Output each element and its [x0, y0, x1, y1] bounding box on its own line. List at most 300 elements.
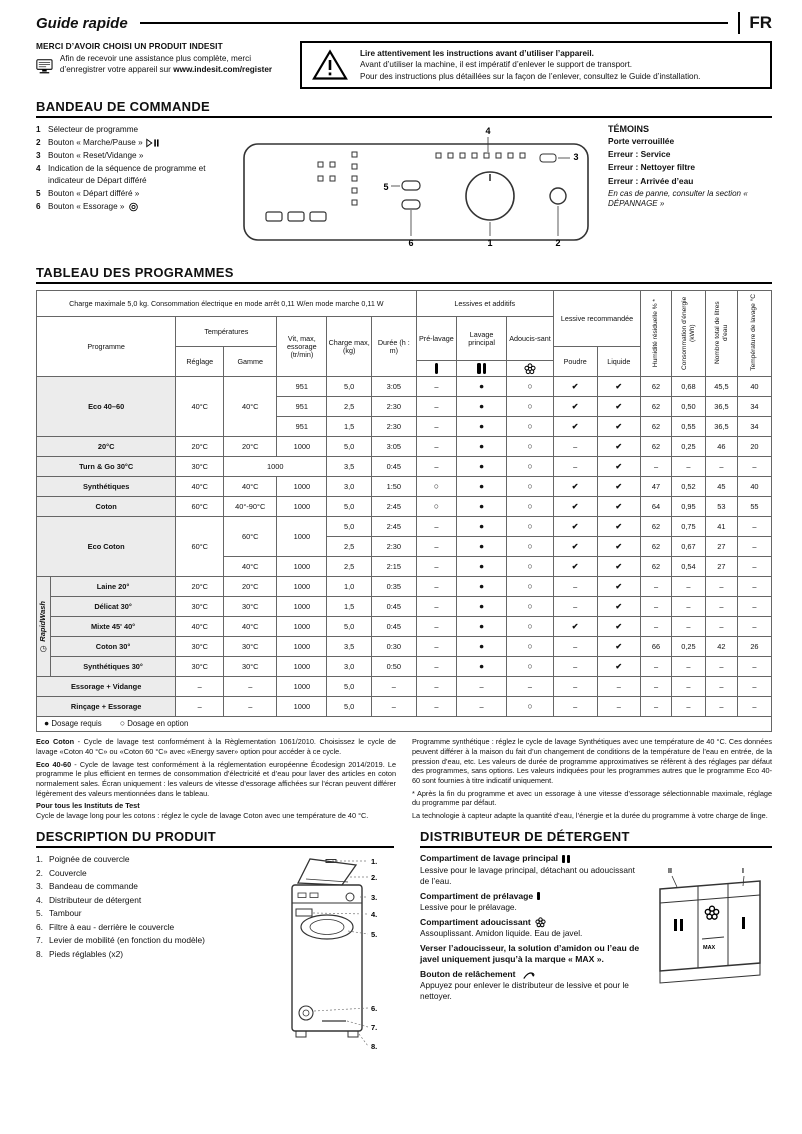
table-cell: 1000 — [224, 457, 327, 477]
table-cell: ✔ — [597, 497, 641, 517]
table-cell: 2,5 — [327, 397, 372, 417]
prewash-block — [420, 891, 642, 913]
monitor-icon — [36, 53, 53, 80]
table-cell: 20°C — [224, 577, 277, 597]
register-title: MERCI D’AVOIR CHOISI UN PRODUIT INDESIT — [36, 41, 223, 51]
table-cell: 5,0 — [327, 437, 372, 457]
table-cell: – — [457, 677, 507, 697]
required-label: Dosage requis — [51, 719, 102, 729]
washer-foot-right — [348, 1031, 358, 1037]
table-cell: ○ — [507, 557, 554, 577]
item-label: Sélecteur de programme — [48, 125, 139, 135]
table-cell: 26 — [737, 637, 771, 657]
table-cell: ○ — [416, 477, 456, 497]
table-cell: ● — [457, 537, 507, 557]
washer-callout-6: 6. — [371, 1004, 378, 1014]
table-cell: – — [416, 377, 456, 397]
table-cell: – — [641, 697, 672, 717]
additifs-header: Lessives et additifs — [416, 291, 553, 317]
washer-callout-3: 3. — [371, 893, 378, 903]
callout-4: 4 — [485, 126, 491, 137]
table-cell: – — [641, 677, 672, 697]
table-cell: ○ — [507, 517, 554, 537]
table-cell: – — [671, 577, 705, 597]
temoins-note: En cas de panne, consulter la section « DÉPANNAGE » — [608, 188, 748, 208]
table-cell: – — [641, 597, 672, 617]
table-cell: – — [416, 557, 456, 577]
table-cell: 2:30 — [371, 417, 416, 437]
softener-block — [420, 917, 642, 939]
table-cell: ✔ — [597, 437, 641, 457]
product-part-item: 8. Pieds réglables (x2) — [36, 948, 124, 959]
footnote: Cycle de lavage long pour les cotons : réglez le cycle de lavage Coton avec une température de 40 °C. — [36, 810, 369, 820]
table-cell: 40°C — [224, 477, 277, 497]
table-cell: 0:50 — [371, 657, 416, 677]
item-label: Bouton « Marche/Pause » — [48, 137, 160, 149]
table-cell: 62 — [641, 377, 672, 397]
table-cell: – — [416, 417, 456, 437]
table-cell: 2:45 — [371, 497, 416, 517]
item-number: 1 — [36, 125, 41, 135]
table-cell: 30°C — [176, 657, 224, 677]
table-cell: – — [737, 557, 771, 577]
table-cell: 27 — [705, 557, 737, 577]
prelavage-header: Pré-lavage — [416, 317, 456, 361]
table-cell: 2:45 — [371, 517, 416, 537]
dispenser-label-II: II — [668, 868, 672, 876]
table-cell: 20°C — [176, 437, 224, 457]
item-label: Bouton « Essorage » — [48, 201, 141, 213]
compartment-heading: Compartiment adoucissant — [420, 916, 531, 927]
programme-name-cell: Laine 20° — [50, 577, 176, 597]
table-cell: – — [553, 697, 597, 717]
item-number: 4 — [36, 164, 41, 174]
prewash-compartment-icon — [416, 361, 456, 377]
table-cell: 34 — [737, 417, 771, 437]
footnote: Programme synthétique : réglez le cycle de lavage Synthétiques avec une température de 40 °C. Ces données peuvent différer à la maison du fait d’un changement de conditions de la température de l’eau en entrée, de la pression d’eau, etc. Les valeurs de durée de programme approximatives se réfèrent à des réglages par défaut des programmes, sans options. Les valeurs indiquées pour les programmes autres que le programme Eco 40-60 sont fournies à titre indicatif uniquement. — [412, 737, 772, 785]
washer-callout-8: 8. — [371, 1042, 378, 1052]
table-cell: ✔ — [553, 497, 597, 517]
table-cell: 27 — [705, 537, 737, 557]
table-cell: 66 — [641, 637, 672, 657]
table-cell: 0,50 — [671, 397, 705, 417]
table-cell: ✔ — [597, 417, 641, 437]
table-cell: – — [737, 617, 771, 637]
table-cell: – — [416, 517, 456, 537]
table-cell: – — [737, 597, 771, 617]
table-cell: 3:05 — [371, 377, 416, 397]
table-cell: – — [416, 577, 456, 597]
table-cell: – — [224, 677, 277, 697]
table-cell: 62 — [641, 417, 672, 437]
register-text — [60, 53, 288, 75]
language-badge: FR — [749, 13, 772, 32]
register-line2: merci d’enregistrer votre appareil sur — [59, 54, 252, 75]
table-cell: 0,68 — [671, 377, 705, 397]
programme-name-cell: Synthétiques 30° — [50, 657, 176, 677]
table-cell: ✔ — [553, 397, 597, 417]
table-cell: – — [641, 617, 672, 637]
washer-filter — [299, 1006, 313, 1020]
compartment-text: Assouplissant. Amidon liquide. Eau de javel. — [420, 927, 583, 938]
dosage-legend — [37, 717, 772, 732]
table-cell: 1000 — [277, 637, 327, 657]
table-cell: ✔ — [597, 537, 641, 557]
warning-icon — [312, 49, 348, 81]
dispenser-illustration — [650, 859, 770, 999]
table-cell: ✔ — [553, 537, 597, 557]
panel-outline — [244, 144, 588, 240]
table-cell: ○ — [507, 457, 554, 477]
table-cell: 2:15 — [371, 557, 416, 577]
control-item-1 — [36, 124, 232, 136]
washer-body — [292, 885, 362, 1037]
max-mark: MAX — [703, 945, 716, 952]
table-cell: 0:45 — [371, 617, 416, 637]
table-cell: – — [737, 537, 771, 557]
table-cell: ● — [457, 497, 507, 517]
dispenser-front — [660, 963, 760, 983]
table-cell: – — [737, 657, 771, 677]
table-cell: – — [671, 657, 705, 677]
dispenser-illustration-wrap — [650, 853, 772, 1006]
table-cell: ✔ — [597, 597, 641, 617]
table-cell: ✔ — [553, 417, 597, 437]
page-header — [36, 12, 772, 34]
compartment-heading: Compartiment de lavage principal — [420, 853, 559, 864]
programme-name-cell: Coton — [37, 497, 176, 517]
table-cell: 0,67 — [671, 537, 705, 557]
table-cell: – — [705, 597, 737, 617]
table-cell: – — [416, 697, 456, 717]
washer-illustration-wrap — [276, 853, 394, 1063]
table-cell: – — [737, 517, 771, 537]
table-cell: – — [705, 657, 737, 677]
table-cell: – — [553, 577, 597, 597]
table-cell: 62 — [641, 537, 672, 557]
softener-flower-icon — [535, 917, 546, 928]
table-cell: ○ — [507, 637, 554, 657]
table-cell: 45 — [705, 477, 737, 497]
table-cell: ● — [457, 417, 507, 437]
table-cell: – — [416, 437, 456, 457]
register-line1: Afin de recevoir une assistance plus complète, — [59, 54, 229, 63]
table-cell: ● — [457, 517, 507, 537]
compartment-heading: Compartiment de prélavage — [420, 890, 534, 901]
programme-name-cell: Eco Coton — [37, 517, 176, 577]
table-cell: 1000 — [277, 617, 327, 637]
temoins-line: Erreur : Service — [608, 149, 671, 160]
programme-name-cell: Rinçage + Essorage — [37, 697, 176, 717]
table-cell: 36,5 — [705, 417, 737, 437]
language-divider — [738, 12, 740, 34]
release-arrow-icon — [522, 970, 537, 980]
charge-note: Charge maximale 5,0 kg. Consommation électrique en mode arrêt 0,11 W/en mode marche 0,11 W — [37, 291, 417, 317]
control-panel-diagram-wrap — [240, 124, 596, 255]
page-title: Guide rapide — [36, 14, 128, 32]
table-cell: – — [671, 677, 705, 697]
option-buttons — [266, 212, 326, 221]
play-pause-icon — [145, 138, 160, 148]
lavage-header: Lavage principal — [457, 317, 507, 361]
compartment-heading: Bouton de relâchement — [420, 969, 516, 980]
table-cell: ○ — [507, 377, 554, 397]
table-cell: – — [553, 677, 597, 697]
warning-line1: Lire attentivement les instructions avant d’utiliser l’appareil. — [360, 49, 594, 58]
table-cell: – — [705, 617, 737, 637]
table-cell: – — [176, 697, 224, 717]
dispenser-section — [420, 829, 772, 1063]
temoins-line: Erreur : Nettoyer filtre — [608, 162, 696, 173]
table-cell: – — [737, 457, 771, 477]
item-number: 3 — [36, 151, 41, 161]
product-parts-list — [36, 853, 272, 1063]
indicator-panel — [604, 124, 772, 255]
washer-lid — [298, 859, 356, 885]
footnote: * Après la fin du programme et avec un essorage à une vitesse d’essorage sélectionnable maximale, réglage du programme par défaut. — [412, 788, 772, 808]
table-cell: – — [457, 697, 507, 717]
table-cell: ✔ — [597, 397, 641, 417]
table-cell: 1000 — [277, 497, 327, 517]
table-cell: 40°C — [224, 617, 277, 637]
reset-button — [540, 154, 556, 162]
table-cell: 30°C — [176, 457, 224, 477]
table-cell: 0,25 — [671, 637, 705, 657]
softener-compartment — [702, 907, 724, 952]
washer-callout-1: 1. — [371, 857, 378, 867]
programme-name-cell: Coton 30° — [50, 637, 176, 657]
table-cell: ✔ — [597, 477, 641, 497]
table-cell: 5,0 — [327, 377, 372, 397]
litres-header: Nombre total de litres d’eau — [705, 291, 737, 377]
footnote: La technologie à capteur adapte la quantité d’eau, l’énergie et la durée du programme à votre charge de linge. — [412, 810, 768, 820]
table-cell: 0,54 — [671, 557, 705, 577]
control-item-6 — [36, 201, 232, 213]
programme-header: Programme — [37, 317, 176, 377]
release-button-block — [420, 969, 642, 1002]
table-cell: 1000 — [277, 517, 327, 557]
vitesse-header: Vit, max, essorage (tr/min) — [277, 317, 327, 377]
reglage-header: Réglage — [176, 347, 224, 377]
table-cell: ● — [457, 577, 507, 597]
table-cell: 64 — [641, 497, 672, 517]
table-cell: ✔ — [553, 557, 597, 577]
table-cell: 40°C — [224, 377, 277, 437]
table-cell: 40°C — [224, 557, 277, 577]
washer-callout-7: 7. — [371, 1023, 378, 1033]
table-cell: 30°C — [224, 597, 277, 617]
table-cell: 3,5 — [327, 457, 372, 477]
table-cell: 60°C — [176, 517, 224, 577]
table-cell: ○ — [507, 497, 554, 517]
table-cell: – — [641, 577, 672, 597]
table-cell: 34 — [737, 397, 771, 417]
control-items-list — [36, 124, 232, 255]
table-cell: 60°C — [176, 497, 224, 517]
sequence-leds — [436, 153, 525, 158]
table-cell: – — [597, 677, 641, 697]
table-cell: ○ — [507, 597, 554, 617]
section-title-dispenser: DISTRIBUTEUR DE DÉTERGENT — [420, 829, 772, 848]
table-cell: ✔ — [597, 657, 641, 677]
table-cell: – — [671, 617, 705, 637]
table-cell: – — [705, 677, 737, 697]
table-cell: 40°C — [176, 377, 224, 437]
temperatures-header: Températures — [176, 317, 277, 347]
callout-1: 1 — [487, 238, 493, 249]
table-cell: 1000 — [277, 577, 327, 597]
table-cell: ● — [457, 437, 507, 457]
product-part-item: 2. Couvercle — [36, 867, 87, 878]
table-cell: 0,52 — [671, 477, 705, 497]
item-number: 2 — [36, 138, 41, 148]
table-cell: 55 — [737, 497, 771, 517]
table-cell: 62 — [641, 557, 672, 577]
table-cell: – — [705, 457, 737, 477]
control-panel-diagram — [240, 124, 592, 250]
footnote: Eco Coton - Cycle de lavage test conformément à la Règlementation 1061/2010. Choisissez le cycle de lavage «Coton 40 °C» ou «Coton 60 °C» avec «Energy saver» option pour accéder à ce cycle. — [36, 737, 396, 757]
table-cell: 5,0 — [327, 617, 372, 637]
table-cell: 0,95 — [671, 497, 705, 517]
energie-header: Consommation d’énergie (kWh) — [671, 291, 705, 377]
table-cell: 20 — [737, 437, 771, 457]
footnotes — [36, 737, 772, 823]
table-cell: 40°-90°C — [224, 497, 277, 517]
table-cell: – — [416, 457, 456, 477]
table-cell: ● — [457, 637, 507, 657]
spin-button — [402, 200, 420, 209]
table-cell: 3,0 — [327, 477, 372, 497]
table-cell: – — [416, 397, 456, 417]
max-warning-block — [420, 943, 642, 965]
dispenser-label-I: I — [742, 868, 744, 876]
table-cell: ✔ — [553, 377, 597, 397]
table-cell: 60°C — [224, 517, 277, 557]
intro-section — [36, 41, 772, 89]
table-cell: ○ — [507, 397, 554, 417]
temperature-header: Température de lavage °C — [737, 291, 771, 377]
callout-6: 6 — [408, 238, 414, 249]
table-cell: – — [553, 657, 597, 677]
duree-header: Durée (h : m) — [371, 317, 416, 377]
table-cell: ✔ — [553, 517, 597, 537]
table-cell: – — [597, 697, 641, 717]
table-cell: 45,5 — [705, 377, 737, 397]
programme-name-cell: Délicat 30° — [50, 597, 176, 617]
warning-box — [300, 41, 772, 89]
table-cell: 0:45 — [371, 457, 416, 477]
washer-drum — [301, 915, 353, 939]
poudre-header: Poudre — [553, 347, 597, 377]
humidite-header: Humidité résiduelle % * — [641, 291, 672, 377]
table-cell: ○ — [507, 617, 554, 637]
table-cell: ○ — [416, 497, 456, 517]
table-cell: 41 — [705, 517, 737, 537]
status-leds — [318, 152, 357, 205]
optional-label: Dosage en option — [127, 719, 189, 729]
table-cell: 20°C — [224, 437, 277, 457]
table-cell: 1000 — [277, 437, 327, 457]
table-cell: – — [671, 597, 705, 617]
table-cell: 30°C — [176, 597, 224, 617]
table-cell: 40 — [737, 377, 771, 397]
washer-foot-left — [296, 1031, 306, 1037]
washer-callout-5: 5. — [371, 930, 378, 940]
table-cell: 3,0 — [327, 657, 372, 677]
rapidwash-band: RapidWash ◷ — [37, 577, 51, 677]
table-cell: – — [641, 657, 672, 677]
softener-flower-icon — [507, 361, 554, 377]
product-part-item: 6. Filtre à eau - derrière le couvercle — [36, 921, 175, 932]
table-cell: – — [416, 657, 456, 677]
section-title-programmes: TABLEAU DES PROGRAMMES — [36, 265, 772, 284]
footnote: Pour tous les Instituts de Test — [36, 801, 140, 811]
delay-button — [402, 181, 420, 190]
footnotes-right — [412, 737, 772, 823]
table-cell: 2:30 — [371, 397, 416, 417]
main-wash-block — [420, 853, 642, 886]
control-panel-section — [36, 124, 772, 255]
table-cell: 62 — [641, 437, 672, 457]
table-cell: ✔ — [597, 457, 641, 477]
table-cell: 1000 — [277, 657, 327, 677]
prewash-icon — [537, 892, 542, 900]
table-cell: 42 — [705, 637, 737, 657]
table-cell: 0:35 — [371, 577, 416, 597]
table-cell: ✔ — [597, 577, 641, 597]
table-cell: 30°C — [176, 637, 224, 657]
register-link[interactable]: www.indesit.com/register — [173, 65, 273, 75]
spin-icon — [126, 202, 141, 212]
table-cell: – — [416, 677, 456, 697]
table-cell: 30°C — [224, 637, 277, 657]
table-cell: 1,5 — [327, 417, 372, 437]
table-cell: 951 — [277, 417, 327, 437]
table-cell: ● — [457, 397, 507, 417]
table-cell: ○ — [507, 417, 554, 437]
table-cell: 1000 — [277, 477, 327, 497]
table-cell: – — [416, 597, 456, 617]
table-cell: ✔ — [553, 477, 597, 497]
compartment-text: Lessive pour le lavage principal, détachant ou adoucissant de l’eau. — [420, 864, 635, 886]
recommandee-header: Lessive recommandée — [553, 291, 640, 347]
table-cell: – — [671, 457, 705, 477]
table-cell: 0:30 — [371, 637, 416, 657]
product-part-item: 3. Bandeau de commande — [36, 881, 138, 892]
optional-circle: ○ — [119, 718, 126, 729]
table-cell: 36,5 — [705, 397, 737, 417]
table-cell: 0:45 — [371, 597, 416, 617]
table-cell: 1000 — [277, 697, 327, 717]
table-cell: 1000 — [277, 597, 327, 617]
table-cell: ● — [457, 457, 507, 477]
table-cell: – — [416, 537, 456, 557]
washer-dispenser — [296, 909, 312, 916]
control-item-2 — [36, 137, 232, 149]
temoins-title: TÉMOINS — [608, 124, 650, 135]
programme-name-cell: Eco 40–60 — [37, 377, 176, 437]
bottom-sections — [36, 829, 772, 1063]
table-cell: 40°C — [176, 477, 224, 497]
table-cell: 1,0 — [327, 577, 372, 597]
programme-table-body — [37, 377, 772, 717]
table-cell: 62 — [641, 517, 672, 537]
start-button — [550, 188, 566, 204]
table-cell: ○ — [507, 477, 554, 497]
gamme-header: Gamme — [224, 347, 277, 377]
programme-table — [36, 290, 772, 732]
table-cell: – — [416, 637, 456, 657]
